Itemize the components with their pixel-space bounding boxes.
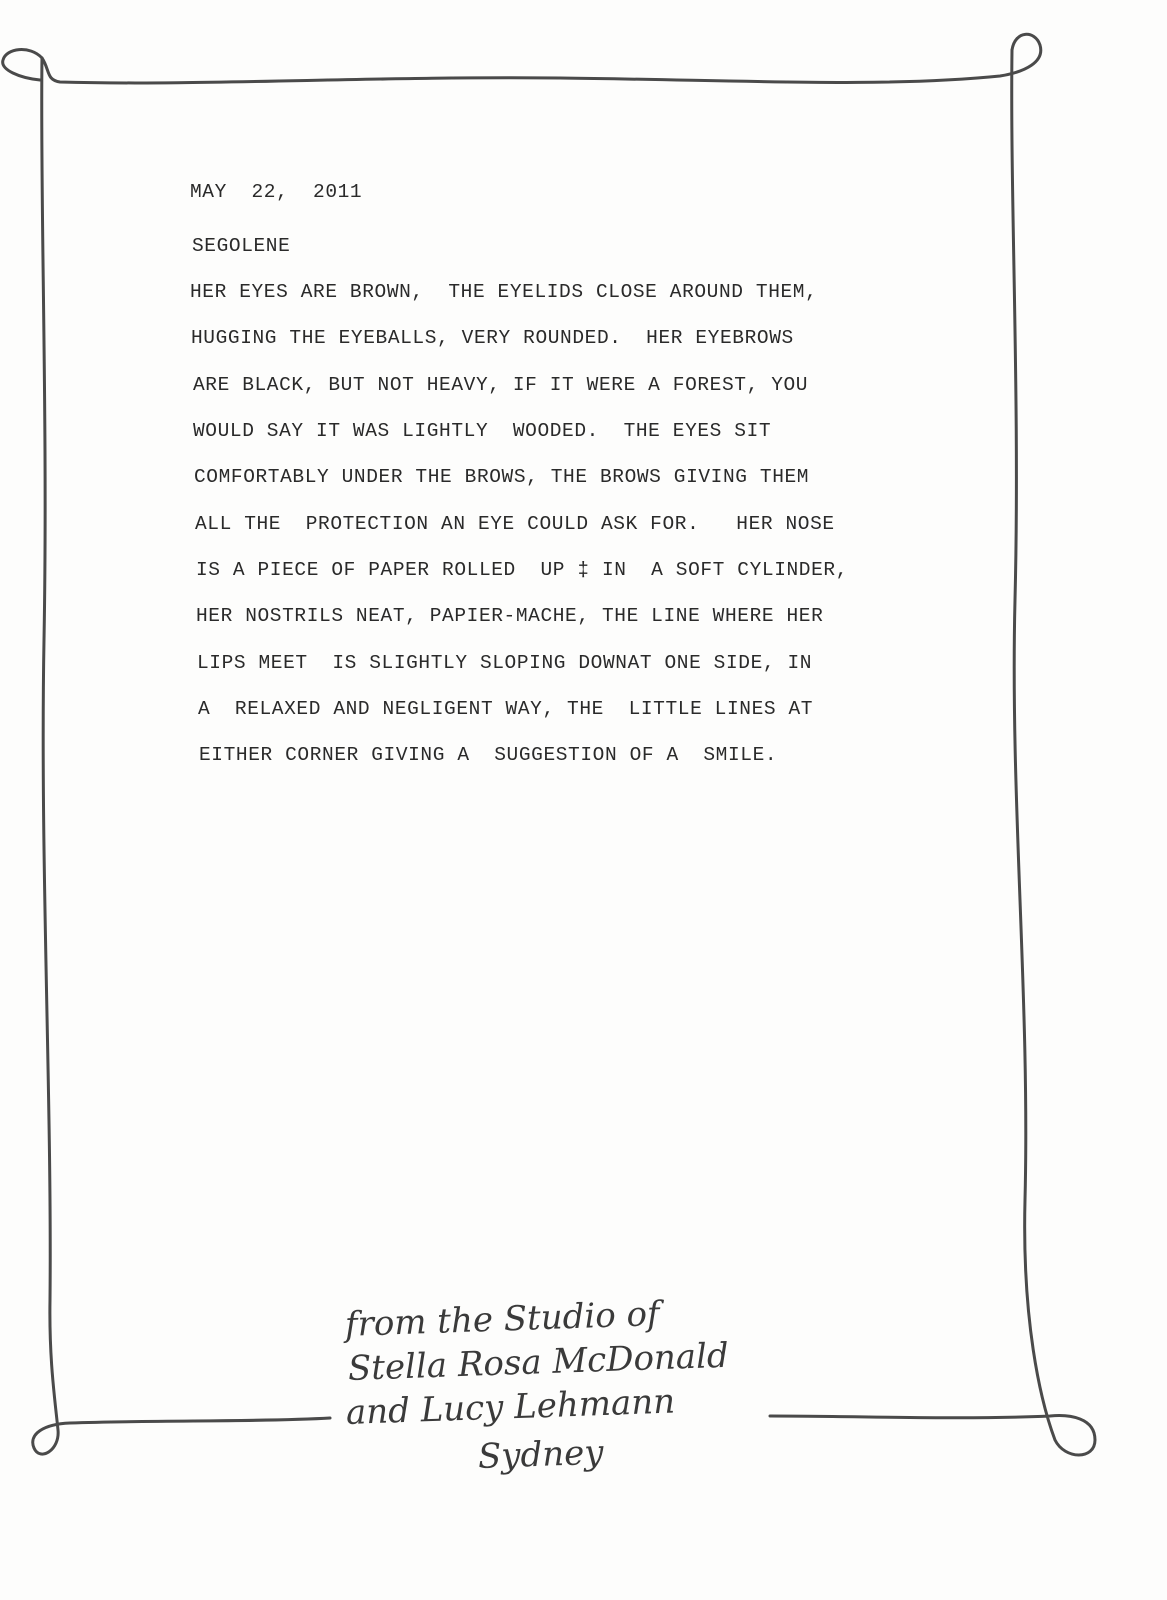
body-line: WOULD SAY IT WAS LIGHTLY WOODED. THE EYES SIT <box>193 420 772 442</box>
body-line: A RELAXED AND NEGLIGENT WAY, THE LITTLE LINES AT <box>198 698 814 720</box>
body-line: HUGGING THE EYEBALLS, VERY ROUNDED. HER EYEBROWS <box>191 327 794 349</box>
handwritten-credit-line: Sydney <box>477 1432 605 1477</box>
body-line: ALL THE PROTECTION AN EYE COULD ASK FOR. HER NOSE <box>195 513 835 535</box>
handwritten-credit-line: and Lucy Lehmann <box>345 1381 676 1433</box>
body-line: HER EYES ARE BROWN, THE EYELIDS CLOSE AROUND THEM, <box>190 281 818 303</box>
body-line: COMFORTABLY UNDER THE BROWS, THE BROWS GIVING THEM <box>194 466 810 488</box>
body-line: LIPS MEET IS SLIGHTLY SLOPING DOWNAT ONE SIDE, IN <box>197 652 813 674</box>
date-line: MAY 22, 2011 <box>190 181 363 203</box>
body-line: IS A PIECE OF PAPER ROLLED UP ‡ IN A SOFT CYLINDER, <box>196 559 849 581</box>
subject-heading: SEGOLENE <box>192 235 291 257</box>
handwritten-credit-line: Stella Rosa McDonald <box>347 1335 730 1389</box>
body-line: ARE BLACK, BUT NOT HEAVY, IF IT WERE A FOREST, YOU <box>193 374 809 396</box>
body-line: HER NOSTRILS NEAT, PAPIER-MACHE, THE LINE WHERE HER <box>196 605 824 627</box>
handwritten-credit-line: from the Studio of <box>344 1294 661 1345</box>
body-line: EITHER CORNER GIVING A SUGGESTION OF A SMILE. <box>199 744 778 766</box>
